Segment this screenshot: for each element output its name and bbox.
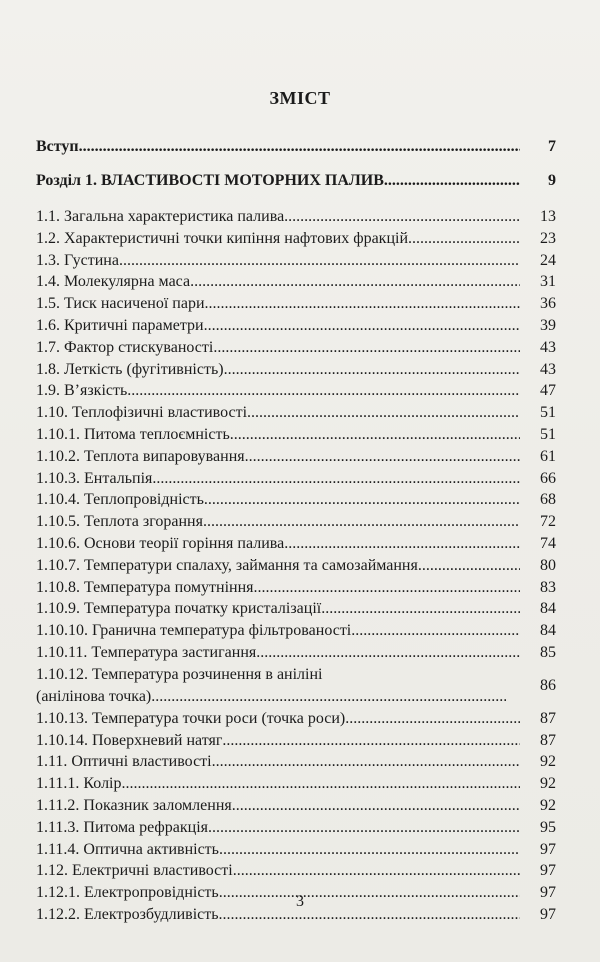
toc-entry-page: 47	[540, 382, 556, 400]
toc-entry-page: 87	[540, 709, 556, 727]
toc-leader-dots	[256, 642, 520, 664]
toc-entry[interactable]	[36, 839, 556, 861]
toc-entry-label: 1.11. Оптичні властивості	[36, 753, 212, 771]
toc-entry-label: Вступ	[36, 138, 79, 155]
toc-entry-label: 1.12. Електричні властивості	[36, 862, 233, 880]
toc-entry-label: 1.11.2. Показник заломлення	[36, 796, 232, 814]
toc-entry-page: 43	[540, 338, 556, 356]
toc-entry-page: 80	[540, 556, 556, 574]
toc-chapter-entry[interactable]	[36, 130, 556, 164]
toc-entry-label: 1.9. В’язкість	[36, 382, 128, 400]
toc-leader-dots	[418, 555, 520, 577]
toc-leader-dots	[245, 446, 520, 468]
toc-entry-label: Розділ 1. ВЛАСТИВОСТІ МОТОРНИХ ПАЛИВ	[36, 172, 384, 189]
toc-leader-dots	[222, 730, 520, 752]
toc-entry-label: 1.10. Теплофізичні властивості	[36, 404, 248, 422]
toc-entry-page: 43	[540, 360, 556, 378]
toc-leader-dots	[224, 359, 520, 381]
toc-entry-label: 1.10.14. Поверхневий натяг	[36, 731, 223, 749]
toc-entry-page: 87	[540, 731, 556, 749]
section-gap	[36, 198, 556, 206]
toc-entry-page: 36	[540, 295, 556, 313]
toc-entry-page: 51	[540, 404, 556, 422]
toc-entry[interactable]	[36, 795, 556, 817]
toc-entry-page: 83	[540, 578, 556, 596]
toc-entry-page: 23	[540, 229, 556, 247]
toc-entry[interactable]	[36, 315, 556, 337]
toc-entry-label: 1.10.8. Температура помутніння	[36, 578, 254, 596]
toc-entry-page: 95	[540, 818, 556, 836]
toc-leader-dots	[208, 817, 520, 839]
toc-leader-dots	[127, 380, 520, 402]
toc-leader-dots	[351, 620, 520, 642]
toc-entry-label: 1.8. Леткість (фугітивність)	[36, 360, 224, 378]
toc-entry[interactable]	[36, 446, 556, 468]
toc-entry-label-continued: (анілінова точка)	[36, 687, 152, 705]
toc-leader-dots	[203, 511, 520, 533]
toc-entry-label: 1.10.7. Температури спалаху, займання та самозаймання	[36, 556, 418, 574]
toc-entry-label: 1.10.4. Теплопровідність	[36, 491, 204, 509]
toc-entry[interactable]	[36, 620, 556, 642]
toc-leader-dots	[232, 795, 520, 817]
toc-leader-dots	[213, 337, 520, 359]
toc-entry[interactable]	[36, 751, 556, 773]
toc-entry[interactable]	[36, 250, 556, 272]
toc-leader-dots	[212, 751, 520, 773]
toc-entry-page: 24	[540, 251, 556, 269]
toc-entry-page: 72	[540, 513, 556, 531]
toc-entry[interactable]	[36, 708, 556, 730]
toc-entry-label: 1.10.6. Основи теорії горіння палива	[36, 534, 285, 552]
toc-entry-page: 97	[540, 840, 556, 858]
toc-entry-label: 1.11.4. Оптична активність	[36, 840, 219, 858]
toc-leader-dots	[204, 489, 520, 511]
toc-entry-page: 85	[540, 643, 556, 661]
toc-entry-label: 1.11.3. Питома рефракція	[36, 818, 209, 836]
toc-chapter-entry[interactable]	[36, 164, 556, 198]
toc-entry-page: 92	[540, 775, 556, 793]
toc-entry[interactable]	[36, 642, 556, 664]
toc-leader-dots	[233, 860, 520, 882]
toc-entry-page: 86	[540, 676, 556, 694]
toc-entry[interactable]	[36, 860, 556, 882]
toc-entry[interactable]	[36, 577, 556, 599]
toc-entry[interactable]	[36, 380, 556, 402]
toc-entry[interactable]	[36, 337, 556, 359]
toc-entry-label: 1.10.13. Температура точки роси (точка роси)	[36, 709, 346, 727]
toc-entry-page: 61	[540, 447, 556, 465]
toc-entry-page: 13	[540, 208, 556, 225]
toc-entry-label: 1.10.9. Температура початку кристалізації	[36, 600, 322, 618]
toc-entry[interactable]	[36, 293, 556, 315]
toc-leader-dots	[384, 164, 520, 198]
table-of-contents	[36, 130, 556, 926]
toc-leader-dots	[119, 250, 520, 272]
toc-entry[interactable]	[36, 271, 556, 293]
toc-entry-label: 1.10.10. Гранична температура фільтрованості	[36, 622, 352, 640]
toc-leader-dots	[408, 228, 520, 250]
toc-leader-dots	[204, 315, 520, 337]
toc-entry-label: 1.10.3. Ентальпія	[36, 469, 153, 487]
toc-leader-dots	[219, 839, 520, 861]
toc-entry-page: 97	[540, 862, 556, 880]
toc-entry[interactable]	[36, 206, 556, 228]
toc-leader-dots	[79, 130, 520, 164]
toc-entry[interactable]	[36, 664, 556, 708]
toc-entry-page: 39	[540, 316, 556, 334]
toc-entry-label: 1.1. Загальна характеристика палива	[36, 208, 285, 225]
toc-entry[interactable]	[36, 555, 556, 577]
toc-leader-dots	[205, 293, 520, 315]
toc-entry-label: 1.7. Фактор стискуваності	[36, 338, 214, 356]
toc-entry[interactable]	[36, 489, 556, 511]
toc-leader-dots	[345, 708, 520, 730]
toc-entry-page: 74	[540, 534, 556, 552]
toc-entry[interactable]	[36, 598, 556, 620]
toc-entry-page: 66	[540, 469, 556, 487]
toc-leader-dots	[190, 271, 520, 293]
toc-entry-page: 84	[540, 622, 556, 640]
toc-entry-label: 1.12.1. Електропровідність	[36, 884, 219, 902]
toc-leader-dots	[321, 598, 520, 620]
toc-entry-page: 9	[548, 172, 556, 189]
toc-entry[interactable]	[36, 533, 556, 555]
toc-entry[interactable]	[36, 228, 556, 250]
toc-entry-page: 68	[540, 491, 556, 509]
toc-entry-label: 1.6. Критичні параметри	[36, 316, 204, 334]
page-number: 3	[296, 893, 304, 910]
toc-entry-label: 1.4. Молекулярна маса	[36, 273, 191, 291]
toc-entry[interactable]	[36, 817, 556, 839]
toc-entry-page: 31	[540, 273, 556, 291]
toc-entry-page: 7	[548, 138, 556, 155]
toc-entry[interactable]	[36, 773, 556, 795]
toc-entry-page: 97	[540, 905, 556, 923]
toc-entry-label: 1.10.5. Теплота згорання	[36, 513, 203, 531]
toc-entry-label: 1.10.12. Температура розчинення в аніліні	[36, 665, 323, 683]
toc-entry-label: 1.12.2. Електрозбудливість	[36, 905, 219, 923]
toc-entry[interactable]	[36, 730, 556, 752]
toc-leader-dots	[230, 424, 520, 446]
toc-entry-label: 1.11.1. Колір	[36, 775, 122, 793]
toc-entry-label: 1.10.1. Питома теплоємність	[36, 425, 230, 443]
toc-leader-dots	[284, 533, 520, 555]
toc-entry-page: 92	[540, 796, 556, 814]
toc-entry-page: 84	[540, 600, 556, 618]
page-title: ЗМІСТ	[269, 88, 331, 108]
toc-entry[interactable]	[36, 511, 556, 533]
toc-leader-dots	[151, 686, 506, 708]
toc-entry-label: 1.3. Густина	[36, 251, 119, 269]
toc-entry-label: 1.2. Характеристичні точки кипіння нафтових фракцій	[36, 229, 409, 247]
toc-entry-label: 1.10.2. Теплота випаровування	[36, 447, 245, 465]
toc-entry[interactable]	[36, 402, 556, 424]
toc-entry[interactable]	[36, 424, 556, 446]
toc-entry-label: 1.5. Тиск насиченої пари	[36, 295, 205, 313]
toc-entry-label: 1.10.11. Температура застигання	[36, 643, 257, 661]
toc-entry[interactable]	[36, 468, 556, 490]
toc-entry-page: 97	[540, 884, 556, 902]
toc-entry[interactable]	[36, 359, 556, 381]
toc-leader-dots	[254, 577, 521, 599]
toc-leader-dots	[152, 468, 520, 490]
toc-leader-dots	[122, 773, 521, 795]
toc-entry-page: 92	[540, 753, 556, 771]
toc-entry-page: 51	[540, 425, 556, 443]
toc-leader-dots	[284, 206, 520, 228]
toc-leader-dots	[247, 402, 520, 424]
